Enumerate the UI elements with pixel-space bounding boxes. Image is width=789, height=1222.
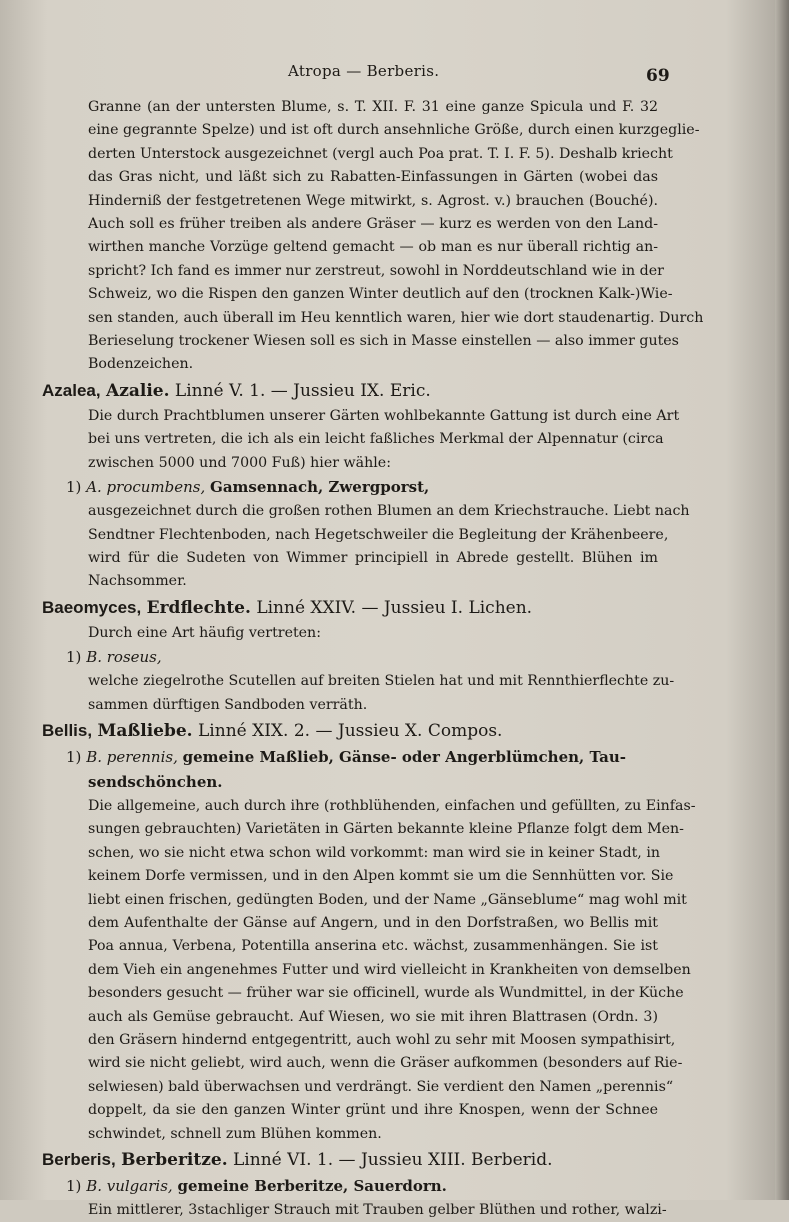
text-line: das Gras nicht, und läßt sich zu Rabatten-Einfassungen in Gärten (wobei das	[88, 169, 658, 186]
text-line: wird sie nicht geliebt, wird auch, wenn die Gräser aufkommen (besonders auf Rie-	[88, 1055, 683, 1072]
species-number: 1)	[66, 747, 82, 766]
linne-class: Linné V. 1. —	[174, 380, 288, 401]
common-name: gemeine Maßlieb, Gänse- oder Angerblümchen, Tau-	[182, 747, 627, 766]
text-line: Berieselung trockener Wiesen soll es sich in Masse einstellen — also immer gutes	[88, 333, 679, 350]
text-line: schen, wo sie nicht etwa schon wild vorkommt: man wird sie in keiner Stadt, in	[88, 844, 660, 861]
common-name-continued: sendschönchen.	[88, 772, 223, 791]
genus-name: Bellis,	[42, 720, 93, 740]
text-line: Ein mittlerer, 3stachliger Strauch mit Trauben gelber Blüthen und rother, walzi-	[88, 1202, 667, 1219]
genus-name: Baeomyces,	[42, 597, 142, 617]
text-line: zwischen 5000 und 7000 Fuß) hier wähle:	[88, 454, 391, 471]
genus-heading	[42, 717, 658, 745]
german-name: Erdflechte.	[146, 597, 251, 618]
text-line: sen standen, auch überall im Heu kenntlich waren, hier wie dort staudenartig. Durch	[88, 309, 704, 326]
book-spine-edge	[775, 0, 789, 1200]
text-line: selwiesen) bald überwachsen und verdrängt. Sie verdient den Namen „perennis“	[88, 1078, 674, 1095]
linne-class: Linné VI. 1. —	[233, 1150, 356, 1171]
entry-azalea	[42, 377, 690, 594]
species-number: 1)	[66, 1177, 82, 1196]
text-line: ausgezeichnet durch die großen rothen Blumen an dem Kriechstrauche. Liebt nach	[88, 503, 690, 520]
genus-heading	[42, 1146, 658, 1174]
german-name: Maßliebe.	[97, 720, 193, 741]
species-number: 1)	[66, 478, 82, 497]
species-name: B. perennis,	[86, 747, 178, 766]
text-line: Auch soll es früher treiben als andere Gräser — kurz es werden von den Land-	[88, 216, 658, 233]
german-name: Azalie.	[106, 380, 170, 401]
jussieu-class: Jussieu I. Lichen.	[383, 597, 533, 618]
text-line: wird für die Sudeten von Wimmer principiell in Abrede gestellt. Blühen im	[88, 549, 658, 566]
page-number: 69	[646, 66, 670, 86]
text-line: bei uns vertreten, die ich als ein leicht faßliches Merkmal der Alpennatur (circa	[88, 431, 664, 448]
text-line: welche ziegelrothe Scutellen auf breiten Stielen hat und mit Rennthierflechte zu-	[88, 673, 675, 690]
text-line: Durch eine Art häufig vertreten:	[88, 624, 321, 641]
genus-heading	[42, 594, 658, 622]
common-name: Gamsennach, Zwergporst,	[210, 478, 430, 497]
entry-baeomyces	[42, 594, 675, 717]
entry-bellis	[42, 717, 696, 1146]
jussieu-class: Jussieu X. Compos.	[337, 720, 503, 741]
text-line: liebt einen frischen, gedüngten Boden, und der Name „Gänseblume“ mag wohl mit	[88, 891, 687, 908]
jussieu-class: Jussieu XIII. Berberid.	[360, 1150, 553, 1171]
species-name: A. procumbens,	[86, 478, 206, 497]
page-body	[42, 96, 704, 1222]
german-name: Berberitze.	[121, 1150, 228, 1171]
text-line: Hinderniß der festgetretenen Wege mitwirkt, s. Agrost. v.) brauchen (Bouché).	[88, 192, 658, 209]
genus-name: Berberis,	[42, 1150, 116, 1170]
species-heading	[66, 475, 658, 500]
linne-class: Linné XXIV. —	[256, 597, 379, 618]
running-head: Atropa — Berberis.	[288, 62, 440, 80]
species-name: B. vulgaris,	[86, 1177, 173, 1196]
species-name: B. roseus,	[86, 648, 162, 667]
jussieu-class: Jussieu IX. Eric.	[293, 380, 431, 401]
continuation-paragraph	[88, 96, 704, 377]
text-line: wirthen manche Vorzüge geltend gemacht — ob man es nur überall richtig an-	[88, 239, 658, 256]
text-line: Schweiz, wo die Rispen den ganzen Winter deutlich auf den (trocknen Kalk-)Wie-	[88, 286, 673, 303]
text-line: besonders gesucht — früher war sie officinell, wurde als Wundmittel, in der Küche	[88, 985, 684, 1002]
linne-class: Linné XIX. 2. —	[198, 720, 333, 741]
text-line: spricht? Ich fand es immer nur zerstreut, sowohl in Norddeutschland wie in der	[88, 262, 664, 279]
text-line: Sendtner Flechtenboden, nach Hegetschweiler die Begleitung der Krähenbeere,	[88, 526, 669, 543]
text-line: Bodenzeichen.	[88, 356, 194, 373]
species-heading	[66, 1174, 658, 1199]
species-number: 1)	[66, 648, 82, 667]
page-header	[0, 62, 789, 92]
text-line: Die durch Prachtblumen unserer Gärten wohlbekannte Gattung ist durch eine Art	[88, 407, 680, 424]
species-heading-continued	[88, 770, 658, 795]
text-line: derten Unterstock ausgezeichnet (vergl auch Poa prat. T. I. F. 5). Deshalb kriecht	[88, 145, 673, 162]
text-line: auch als Gemüse gebraucht. Auf Wiesen, wo sie mit ihren Blattrasen (Ordn. 3)	[88, 1008, 658, 1025]
text-line: schwindet, schnell zum Blühen kommen.	[88, 1125, 382, 1142]
text-line: Granne (an der untersten Blume, s. T. XII. F. 31 eine ganze Spicula und F. 32	[88, 99, 658, 115]
text-line: keinem Dorfe vermissen, und in den Alpen kommt sie um die Sennhütten vor. Sie	[88, 868, 674, 885]
text-line: den Gräsern hindernd entgegentritt, auch wohl zu sehr mit Moosen sympathisirt,	[88, 1032, 676, 1048]
entry-berberis	[42, 1146, 667, 1222]
text-line: sammen dürftigen Sandboden verräth.	[88, 696, 368, 713]
species-heading	[66, 745, 658, 770]
text-line: dem Vieh ein angenehmes Futter und wird vielleicht in Krankheiten von demselben	[88, 961, 691, 978]
text-line: Nachsommer.	[88, 573, 187, 590]
text-line: doppelt, da sie den ganzen Winter grünt und ihre Knospen, wenn der Schnee	[88, 1102, 658, 1119]
text-line: eine gegrannte Spelze) und ist oft durch ansehnliche Größe, durch einen kurzgeglie-	[88, 122, 700, 139]
text-line: Die allgemeine, auch durch ihre (rothblühenden, einfachen und gefüllten, zu Einfas-	[88, 797, 696, 814]
species-heading	[66, 645, 658, 670]
text-line: dem Aufenthalte der Gänse auf Angern, und in den Dorfstraßen, wo Bellis mit	[88, 914, 658, 931]
common-name: gemeine Berberitze, Sauerdorn.	[177, 1177, 447, 1196]
genus-name: Azalea,	[42, 380, 101, 400]
text-line: sungen gebrauchten) Varietäten in Gärten bekannte kleine Pflanze folgt dem Men-	[88, 821, 684, 838]
text-line: Poa annua, Verbena, Potentilla anserina etc. wächst, zusammenhängen. Sie ist	[88, 938, 658, 955]
genus-heading	[42, 377, 658, 405]
